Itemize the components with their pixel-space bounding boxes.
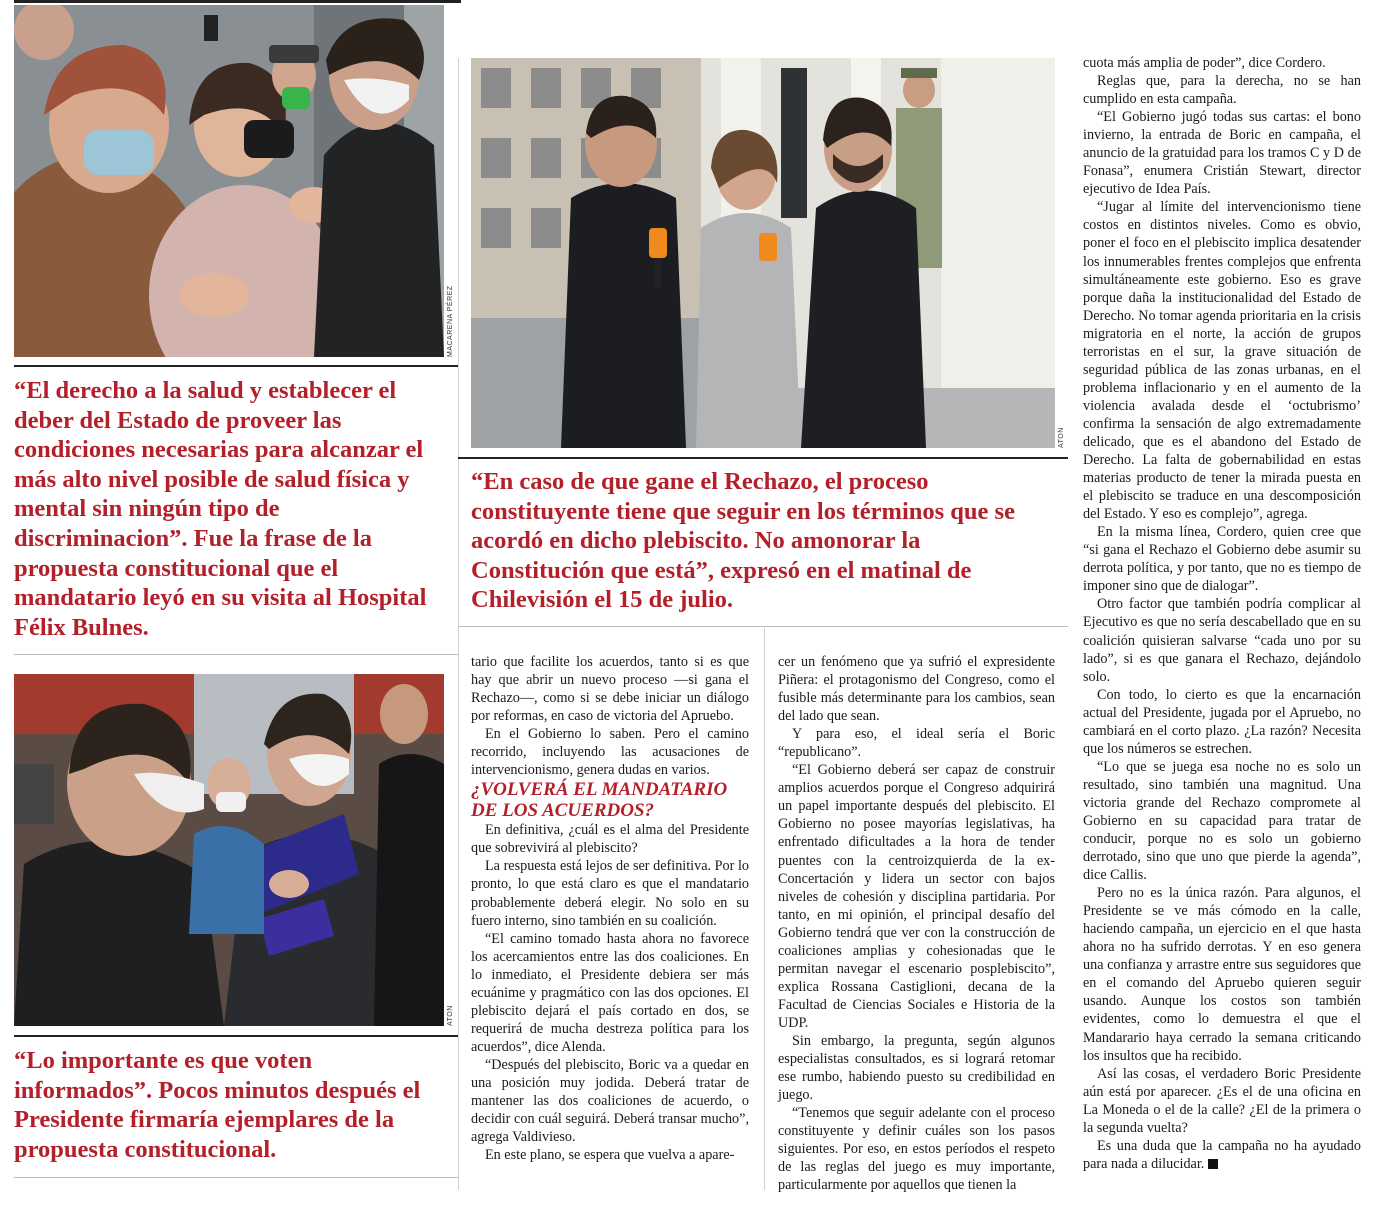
paragraph: “El Gobierno jugó todas sus cartas: el bono invierno, la entrada de Boric en campaña, el anuncio de la gratuidad para los tramos C y D de Fonasa”, enumera Cristián Stewart, director ejecutivo de Idea País. bbox=[1083, 109, 1361, 198]
photo-hospital-visit bbox=[14, 5, 444, 357]
paragraph: Reglas que, para la derecha, no se han cumplido en esta campaña. bbox=[1083, 73, 1361, 108]
paragraph: En la misma línea, Cordero, quien cree que “si gana el Rechazo el Gobierno debe asumir su derrota política, y por tanto, que no es tiempo de imponer sino que de dialogar”. bbox=[1083, 524, 1361, 595]
paragraph: “Jugar al límite del intervencionismo tiene costos en distintos niveles. Como es obvio, poner el foco en el plebiscito implica desatender los innumerables frentes complejos que enfrenta simultáneamente este gobierno. Eso es grave porque daña la institucionalidad del Estado de Derecho. No tomar agenda prioritaria en la crisis migratoria en el norte, la acción de grupos terroristas en el sur, la grave situación de seguridad pública de las zonas urbanas, en el problema inflacionario y en el aumento de la violencia avalada desde el ‘octubrismo’ confirma la sensación de algo extremadamente delicado, que es el abandono del Estado de Derecho. La falta de gobernabilidad en estas materias producto de tener la mirada puesta en el plebiscito se traduce en una descomposición del Estado. Y eso es complejo”, agrega. bbox=[1083, 199, 1361, 523]
vertical-divider-left bbox=[458, 58, 459, 1190]
paragraph: Sin embargo, la pregunta, según algunos especialistas consultados, es si logrará retomar ese rumbo, habiendo puesto su credibilidad en juego. bbox=[778, 1032, 1055, 1104]
photo-credit-2: ATON bbox=[1058, 427, 1065, 448]
paragraph: “Tenemos que seguir adelante con el proceso constituyente y definir cuáles son los pasos siguientes. Por eso, en estos períodos el respeto de las reglas del juego es muy importante, particularmente por aquellos que tienen la bbox=[778, 1105, 1055, 1194]
divider-3 bbox=[14, 1177, 458, 1178]
caption-signing: “Lo importante es que voten informados”. Pocos minutos después el Presidente firmaría ejemplares de la propuesta constitucional. bbox=[14, 1047, 421, 1163]
divider-1 bbox=[14, 654, 458, 655]
end-mark-icon bbox=[1208, 1159, 1218, 1169]
caption-interview: “En caso de que gane el Rechazo, el proceso constituyente tiene que seguir en los términos que se acordó en dicho plebiscito. No amonorar la Constitución que está”, expresó en el matinal de Chilevisión el 15 de julio. bbox=[471, 468, 1015, 614]
paragraph: En este plano, se espera que vuelva a apare- bbox=[485, 1147, 735, 1164]
column-divider bbox=[764, 628, 765, 1190]
paragraph: “Después del plebiscito, Boric va a quedar en una posición muy jodida. Deberá tratar de mantener las dos coaliciones de acuerdo, o decidir con cuál seguirá. Deberá transar mucho”, agrega Valdivieso. bbox=[471, 1056, 749, 1146]
paragraph: Así las cosas, el verdadero Boric Presidente aún está por aparecer. ¿Es el de una oficina en La Moneda o el de la calle? ¿El de la primera o la segunda vuelta? bbox=[1083, 1065, 1361, 1136]
paragraph: cer un fenómeno que ya sufrió el expresidente Piñera: el protagonismo del Congreso, como el fusible más determinante para los cambios, sean del lado que sean. bbox=[778, 654, 1055, 725]
paragraph-text: Es una duda que la campaña no ha ayudado para nada a dilucidar. bbox=[1083, 1137, 1361, 1172]
paragraph: Y para eso, el ideal sería el Boric “republicano”. bbox=[778, 726, 1055, 761]
paragraph: Pero no es la única razón. Para algunos, el Presidente se ve más cómodo en la calle, haciendo campaña, un ejercicio en el que hasta ahora no ha sufrido derrotas. Y en eso genera una confianza y arrastre entre sus seguidores que en el comando del Apruebo quieren seguir usando. Aunque los costos son también evidentes, como lo demuestra el que el Mandarario haya cerrado la semana criticando los insultos que ha recibido. bbox=[1083, 885, 1361, 1064]
text-column-3 bbox=[1083, 54, 1361, 1173]
paragraph: En el Gobierno lo saben. Pero el camino recorrido, incluyendo las acusaciones de intervencionismo, genera dudas en varios. bbox=[471, 726, 749, 779]
photo-credit-3: ATON bbox=[447, 1005, 454, 1026]
top-rule bbox=[14, 0, 461, 3]
paragraph: “El camino tomado hasta ahora no favorece los acercamientos entre las dos coaliciones. En lo inmediato, el Presidente debiera ser más ecuánime y pragmático con las dos opciones. El plebiscito dejará el país cortado en dos, se requerirá de mucha destreza política para los acuerdos”, dice Alenda. bbox=[471, 930, 749, 1055]
paragraph: cuota más amplia de poder”, dice Cordero. bbox=[1083, 55, 1326, 71]
subheading: ¿VOLVERÁ EL MANDATARIO DE LOS ACUERDOS? bbox=[471, 779, 728, 822]
paragraph: tario que facilite los acuerdos, tanto si es que hay que abrir un nuevo proceso —si gana el Rechazo—, como si se debe iniciar un diálogo por reformas, en caso de victoria del Apruebo. bbox=[471, 654, 749, 725]
photo-signing-copies bbox=[14, 674, 444, 1026]
caption-rule-2 bbox=[458, 457, 1068, 459]
last-paragraph bbox=[1083, 1137, 1361, 1173]
divider-2 bbox=[458, 626, 1068, 627]
caption-rule-3 bbox=[14, 1035, 458, 1037]
paragraph: La respuesta está lejos de ser definitiva. Por lo pronto, lo que está claro es que el mandatario probablemente deberá elegir. No solo en su fuero interno, sino también en su coalición. bbox=[471, 858, 749, 929]
text-column-2 bbox=[778, 653, 1055, 1194]
paragraph: En definitiva, ¿cuál es el alma del Presidente que sobrevivirá al plebiscito? bbox=[471, 822, 749, 857]
caption-hospital: “El derecho a la salud y establecer el deber del Estado de proveer las condiciones necesarias para alcanzar el más alto nivel posible de salud física y mental sin ningún tipo de discriminacion”. Fue la frase de la propuesta constitucional que el mandatario leyó en su visita al Hospital Félix Bulnes. bbox=[14, 377, 427, 641]
paragraph: Con todo, lo cierto es que la encarnación actual del Presidente, jugada por el Apruebo, no cambiará en el corto plazo. ¿La razón? Necesita que los números se estrechen. bbox=[1083, 686, 1361, 757]
text-column-1 bbox=[471, 653, 749, 1164]
paragraph: Otro factor que también podría complicar al Ejecutivo es que no sería descabellado que en su coalición quisieran salvarse “cada uno por su lado”, si es que ganara el Rechazo, dejándolo solo. bbox=[1083, 596, 1361, 685]
caption-rule-1 bbox=[14, 365, 458, 367]
photo-credit-1: MACARENA PÉREZ bbox=[447, 285, 454, 357]
photo-tv-interview bbox=[471, 58, 1055, 448]
paragraph: “El Gobierno deberá ser capaz de construir amplios acuerdos porque el Congreso adquirirá un papel importante después del plebiscito. El Gobierno no posee mayorías legislativas, ha enfrentado dificultades a la hora de tender puentes con la centroizquierda de la ex-Concertación y lidera un sector con bajos niveles de cohesión y disciplina partidaria. Por tanto, en mi opinión, el principal desafío del Gobierno tendrá que ver con la construcción de coaliciones amplias y cohesionadas que le permitan navegar el escenario posplebiscito”, explica Rossana Castiglioni, decana de la Facultad de Ciencias Sociales e Historia de la UDP. bbox=[778, 762, 1055, 1031]
paragraph: “Lo que se juega esa noche no es solo un resultado, sino también una magnitud. Una victoria grande del Rechazo compromete al Gobierno en su capacidad para tratar de conducir, porque no es solo un gobierno derrotado, sino que uno que pierde la agenda”, dice Callis. bbox=[1083, 758, 1361, 884]
